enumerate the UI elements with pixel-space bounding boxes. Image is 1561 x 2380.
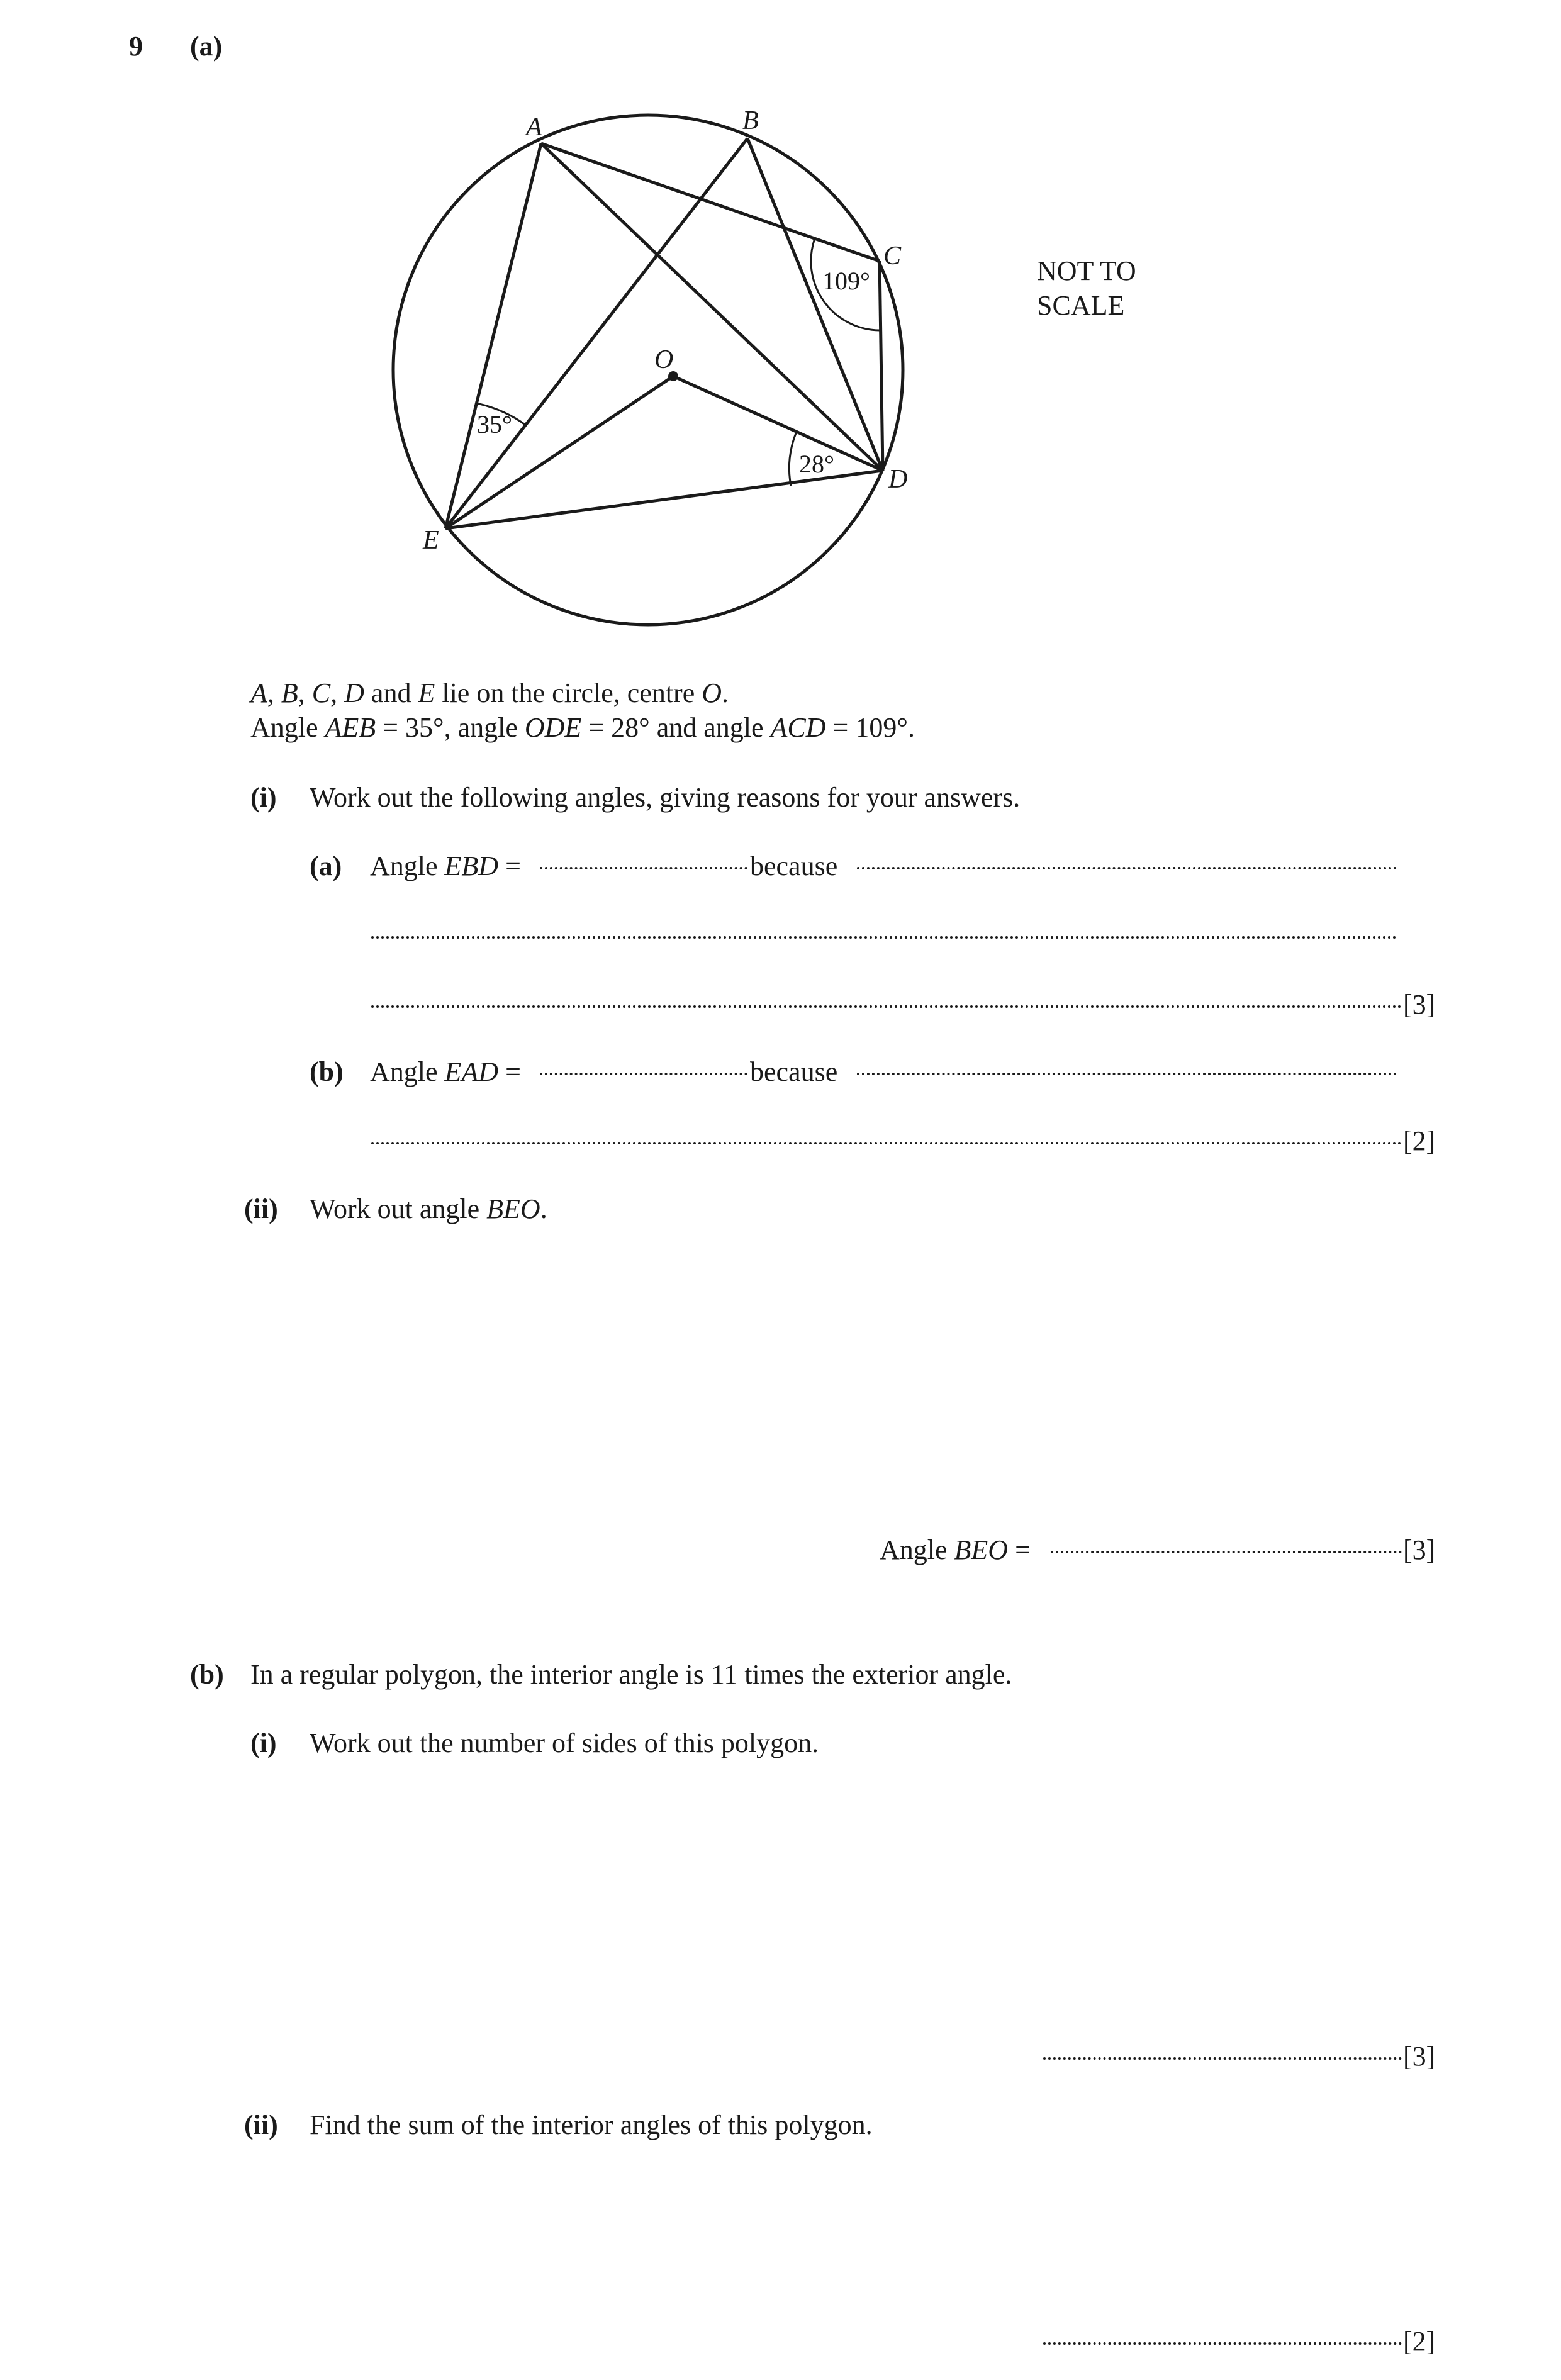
part-a-i-label: (i) [250,782,277,813]
point-label-A: A [526,113,542,142]
chord-AE [445,143,541,528]
part-b-ii-label: (ii) [244,2109,278,2140]
part-b-i-answer-field[interactable] [1043,2057,1402,2060]
sub-b-answer-field[interactable] [540,1073,747,1075]
part-b-label: (b) [190,1659,224,1690]
sub-a-marks: [3] [1403,989,1436,1020]
arc-angle-ode [789,432,797,486]
point-label-D: D [888,465,908,494]
part-b-ii-text: Find the sum of the interior angles of this polygon. [310,2109,873,2140]
chord-AC [541,143,880,261]
part-b-ii-answer-field[interactable] [1043,2342,1402,2345]
sub-b-label: (b) [310,1056,344,1087]
intro-line-1: A, B, C, D and E lie on the circle, centre O. [250,678,729,708]
chord-ED [445,471,883,528]
sub-b-reason-line-2[interactable] [371,1142,1402,1144]
part-b-text: In a regular polygon, the interior angle is 11 times the exterior angle. [250,1659,1012,1690]
part-a-ii-answer-field[interactable] [1051,1551,1402,1553]
point-label-C: C [883,242,902,271]
sub-b-question: Angle EAD = [370,1056,521,1087]
sub-b-marks: [2] [1403,1126,1436,1156]
chord-BD [747,138,883,471]
sub-a-because: because [750,851,838,881]
chord-CD [880,261,883,471]
part-a-ii-marks: [3] [1403,1534,1436,1565]
point-label-O: O [654,345,674,374]
part-b-i-marks: [3] [1403,2041,1436,2072]
part-a-ii-label: (ii) [244,1193,278,1224]
part-b-ii-marks: [2] [1403,2326,1436,2357]
not-to-scale-line1: NOT TO [1037,255,1136,286]
angle-label-acd: 109° [822,267,870,295]
part-b-i-label: (i) [250,1728,277,1758]
radius-OE [445,376,673,528]
sub-b-because: because [750,1056,838,1087]
part-a-ii-text: Work out angle BEO. [310,1193,547,1224]
part-a-label: (a) [190,31,223,62]
intro-line-2: Angle AEB = 35°, angle ODE = 28° and angle ACD = 109°. [250,712,915,743]
sub-a-answer-field[interactable] [540,867,747,869]
sub-a-reason-line-2[interactable] [371,936,1397,939]
point-label-B: B [742,106,759,135]
part-b-i-text: Work out the number of sides of this polygon. [310,1728,819,1758]
point-label-E: E [423,526,439,555]
circle-diagram [0,0,1561,661]
not-to-scale-line2: SCALE [1037,290,1125,321]
question-number: 9 [129,31,143,62]
sub-a-reason-line-1[interactable] [857,867,1397,869]
sub-a-reason-line-3[interactable] [371,1005,1402,1008]
sub-b-reason-line-1[interactable] [857,1073,1397,1075]
sub-a-question: Angle EBD = [370,851,521,881]
angle-label-aeb: 35° [477,410,512,439]
part-a-i-text: Work out the following angles, giving reasons for your answers. [310,782,1021,813]
circle [393,115,903,625]
sub-a-label: (a) [310,851,342,881]
angle-label-ode: 28° [799,450,834,478]
part-a-ii-answer-label: Angle BEO = [880,1534,1031,1565]
